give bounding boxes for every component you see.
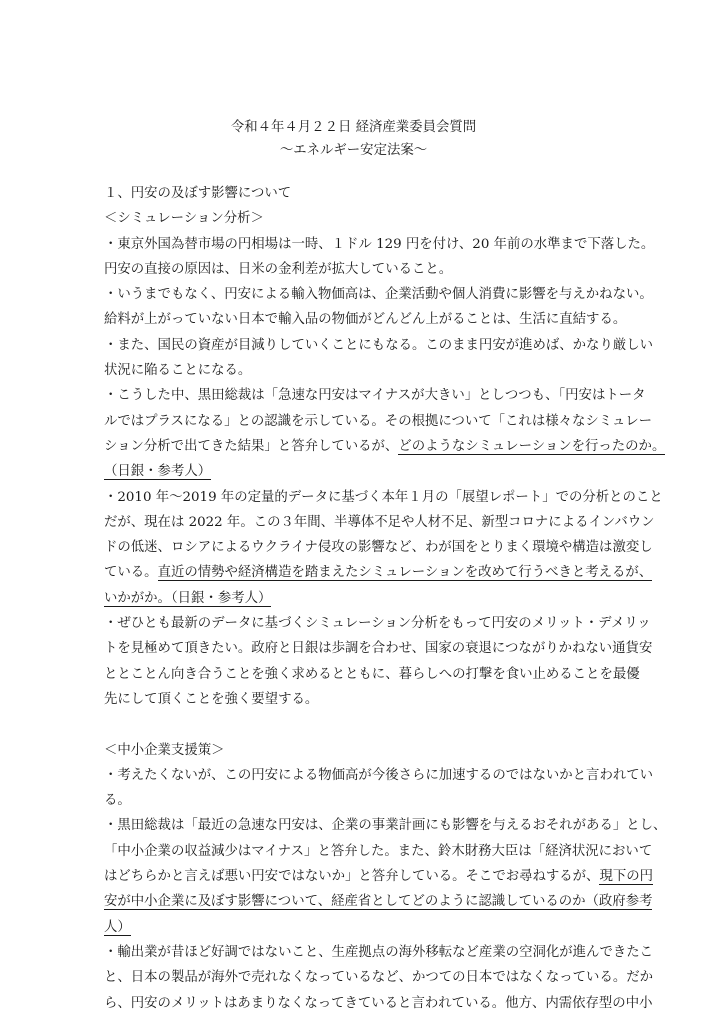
- paragraph-export-industry: [104, 940, 654, 1016]
- text-line: [104, 915, 604, 940]
- text-line: 状況に陥ることになる。: [104, 363, 252, 379]
- text-line: 円安の直接の原因は、日米の金利差が拡大していること。: [104, 261, 453, 277]
- text-line: ドの低迷、ロシアによるウクライナ侵攻の影響など、わが国をとりまく環境や構造は激変し: [104, 540, 653, 556]
- subheading-sme-support: ＜中小企業支援策＞: [104, 742, 225, 758]
- question-underlined: 人）: [104, 919, 131, 935]
- text-line: ・こうした中、黒田総裁は「急速な円安はマイナスが大きい」としつつも、「円安はトータ: [104, 388, 646, 404]
- text-line: [104, 889, 653, 914]
- header-date-title: 令和４年４月２２日 経済産業委員会質問: [230, 120, 477, 135]
- header-subtitle: ～エネルギー安定法案～: [279, 143, 428, 158]
- text-line: と、日本の製品が海外で売れなくなっているなど、かつての日本ではなくなっている。だか: [104, 970, 654, 986]
- text-line: [104, 586, 604, 611]
- text-line: ・輸出業が昔ほど好調ではないこと、生産拠点の海外移転など産業の空洞化が進んできたこ: [104, 944, 654, 960]
- text-span: はどちらかと言えば悪い円安ではないか」と答弁している。そこでお尋ねするが、: [104, 869, 600, 885]
- text-line: ととことん向き合うことを強く求めるとともに、暮らしへの打撃を食い止めることを最優: [104, 666, 640, 682]
- text-line: ・東京外国為替市場の円相場は一時、１ドル 129 円を付け、20 年前の水準まで下落した。: [104, 236, 655, 252]
- text-line: 給料が上がっていない日本で輸入品の物価がどんどん上がることは、生活に直結する。: [104, 312, 627, 328]
- question-underlined: （日銀・参考人）: [104, 464, 212, 480]
- text-line: [104, 560, 653, 585]
- paragraph-request: [104, 611, 653, 712]
- document-body: [104, 181, 667, 1016]
- question-underlined: どのようなシミュレーションを行ったのか。: [398, 438, 666, 454]
- text-line: ・また、国民の資産が目減りしていくことにもなる。このまま円安が進めば、かなり厳しい: [104, 337, 654, 353]
- text-line: ・考えたくないが、この円安による物価高が今後さらに加速するのではないかと言われてい: [104, 767, 654, 783]
- text-line: 先にして頂くことを強く要望する。: [104, 691, 319, 707]
- text-line: ・黒田総裁は「最近の急速な円安は、企業の事業計画にも影響を与えるおそれがある」とし、: [104, 818, 667, 834]
- subheading-simulation: ＜シミュレーション分析＞: [104, 211, 264, 227]
- text-line: 「中小企業の収益減少はマイナス」と答弁した。また、鈴木財務大臣は「経済状況において: [104, 843, 653, 859]
- text-line: ルではプラスになる」との認識を示している。その根拠について「これは様々なシミュレー: [104, 413, 653, 429]
- document-header: [0, 116, 707, 162]
- paragraph-import-prices: [104, 282, 653, 333]
- paragraph-exchange-rate: [104, 232, 655, 283]
- paragraph-sme-impact: [104, 813, 667, 939]
- text-line: [104, 459, 604, 484]
- text-line: ・ぜひとも最新のデータに基づくシミュレーション分析をもって円安のメリット・デメリッ: [104, 616, 651, 632]
- text-line: [104, 864, 654, 889]
- paragraph-assets: [104, 333, 654, 384]
- question-underlined: 直近の情勢や経済構造を踏まえたシミュレーションを改めて行うべきと考えるが、: [157, 565, 653, 581]
- paragraph-kuroda-simulation: [104, 383, 666, 484]
- text-span: ている。: [104, 565, 158, 581]
- question-underlined: 安が中小企業に及ぼす影響について、経産省としてどのように認識しているのか（政府参考: [104, 894, 653, 910]
- blank-line: [104, 712, 604, 737]
- text-line: だが、現在は 2022 年。この３年間、半導体不足や人材不足、新型コロナによるインバウン: [104, 514, 655, 530]
- question-underlined: いかがか。（日銀・参考人）: [104, 590, 272, 606]
- text-line: トを見極めて頂きたい。政府と日銀は歩調を合わせ、国家の衰退につながりかねない通貨安: [104, 641, 653, 657]
- question-underlined: 現下の円: [599, 869, 654, 885]
- text-line: ら、円安のメリットはあまりなくなってきていると言われている。他方、内需依存型の中小: [104, 995, 653, 1011]
- text-line: る。: [104, 793, 131, 809]
- paragraph-outlook-report: [104, 485, 663, 611]
- paragraph-price-rise: [104, 763, 654, 814]
- text-line: ・2010 年～2019 年の定量的データに基づく本年１月の「展望レポート」での分析とのこと: [104, 489, 663, 505]
- section-heading: １、円安の及ぼす影響について: [104, 186, 292, 201]
- text-line: [104, 434, 666, 459]
- text-span: ション分析で出てきた結果」と答弁しているが、: [104, 438, 399, 454]
- text-line: ・いうまでもなく、円安による輸入物価高は、企業活動や個人消費に影響を与えかねない。: [104, 287, 653, 303]
